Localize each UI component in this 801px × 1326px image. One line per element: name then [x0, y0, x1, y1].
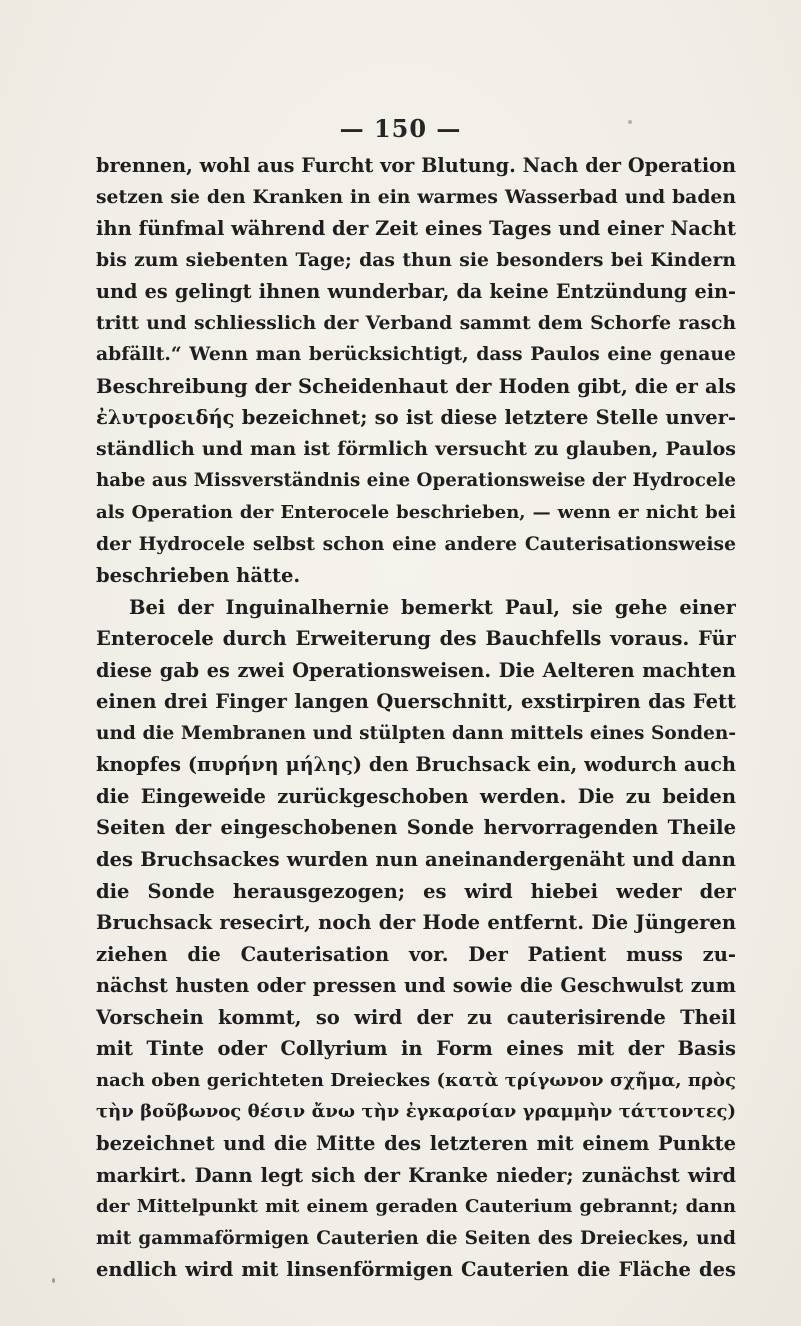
text-line: endlich wird mit linsenförmigen Cauterien die Fläche des: [96, 1258, 736, 1282]
text-line: mit gammaförmigen Cauterien die Seiten des Dreieckes, und: [96, 1227, 736, 1249]
text-line: Vorschein kommt, so wird der zu cauterisirende Theil: [96, 1005, 736, 1029]
text-line: ihn fünfmal während der Zeit eines Tages und einer Nacht: [96, 217, 736, 241]
body-text: [96, 150, 736, 1286]
page-number: — 150 —: [339, 114, 462, 143]
text-line: ἐλυτροειδής bezeichnet; so ist diese letztere Stelle unver-: [96, 406, 736, 430]
text-line: abfällt.“ Wenn man berücksichtigt, dass Paulos eine genaue: [96, 343, 736, 366]
text-line: des Bruchsackes wurden nun aneinandergenäht und dann: [96, 848, 736, 872]
text-line: τὴν βοῦβωνος θέσιν ἄνω τὴν ἐγκαρσίαν γραμμὴν τάττοντες): [96, 1101, 736, 1123]
text-line: Enterocele durch Erweiterung des Bauchfells voraus. Für: [96, 627, 736, 651]
text-line: mit Tinte oder Collyrium in Form eines mit der Basis: [96, 1037, 736, 1061]
paper-speck: [628, 120, 632, 124]
text-line: Bruchsack resecirt, noch der Hode entfernt. Die Jüngeren: [96, 911, 736, 935]
text-line: Seiten der eingeschobenen Sonde hervorragenden Theile: [96, 816, 736, 840]
text-line: markirt. Dann legt sich der Kranke nieder; zunächst wird: [96, 1163, 736, 1187]
text-line: brennen, wohl aus Furcht vor Blutung. Nach der Operation: [96, 154, 736, 177]
text-line: ziehen die Cauterisation vor. Der Patient muss zu-: [96, 942, 736, 966]
text-line: ständlich und man ist förmlich versucht zu glauben, Paulos: [96, 437, 736, 460]
text-line: einen drei Finger langen Querschnitt, exstirpiren das Fett: [96, 690, 736, 714]
text-line: setzen sie den Kranken in ein warmes Wasserbad und baden: [96, 185, 736, 208]
text-line: diese gab es zwei Operationsweisen. Die Aelteren machten: [96, 658, 736, 682]
text-line: nächst husten oder pressen und sowie die Geschwulst zum: [96, 974, 736, 998]
paper-speck: [52, 1278, 55, 1283]
text-line: bezeichnet und die Mitte des letzteren mit einem Punkte: [96, 1131, 736, 1155]
text-line: der Hydrocele selbst schon eine andere Cauterisationsweise: [96, 532, 736, 555]
text-line: bis zum siebenten Tage; das thun sie besonders bei Kindern: [96, 248, 736, 271]
text-line: Beschreibung der Scheidenhaut der Hoden gibt, die er als: [96, 374, 736, 398]
text-line: und die Membranen und stülpten dann mittels eines Sonden-: [96, 722, 736, 744]
text-line: nach oben gerichteten Dreieckes (κατὰ τρίγωνον σχῆμα, πρὸς: [96, 1069, 736, 1091]
text-line: und es gelingt ihnen wunderbar, da keine Entzündung ein-: [96, 280, 736, 304]
text-line: knopfes (πυρήνη μήλης) den Bruchsack ein, wodurch auch: [96, 753, 736, 777]
text-line: habe aus Missverständnis eine Operationsweise der Hydrocele: [96, 470, 736, 492]
text-line: Bei der Inguinalhernie bemerkt Paul, sie gehe einer: [129, 595, 736, 619]
text-line: die Eingeweide zurückgeschoben werden. Die zu beiden: [96, 784, 736, 808]
text-line: tritt und schliesslich der Verband sammt dem Schorfe rasch: [96, 311, 736, 334]
text-line: die Sonde herausgezogen; es wird hiebei weder der: [96, 879, 736, 903]
text-line: der Mittelpunkt mit einem geraden Cauterium gebrannt; dann: [96, 1196, 736, 1218]
text-line: beschrieben hätte.: [96, 564, 301, 588]
text-line: als Operation der Enterocele beschrieben, — wenn er nicht bei: [96, 502, 736, 524]
